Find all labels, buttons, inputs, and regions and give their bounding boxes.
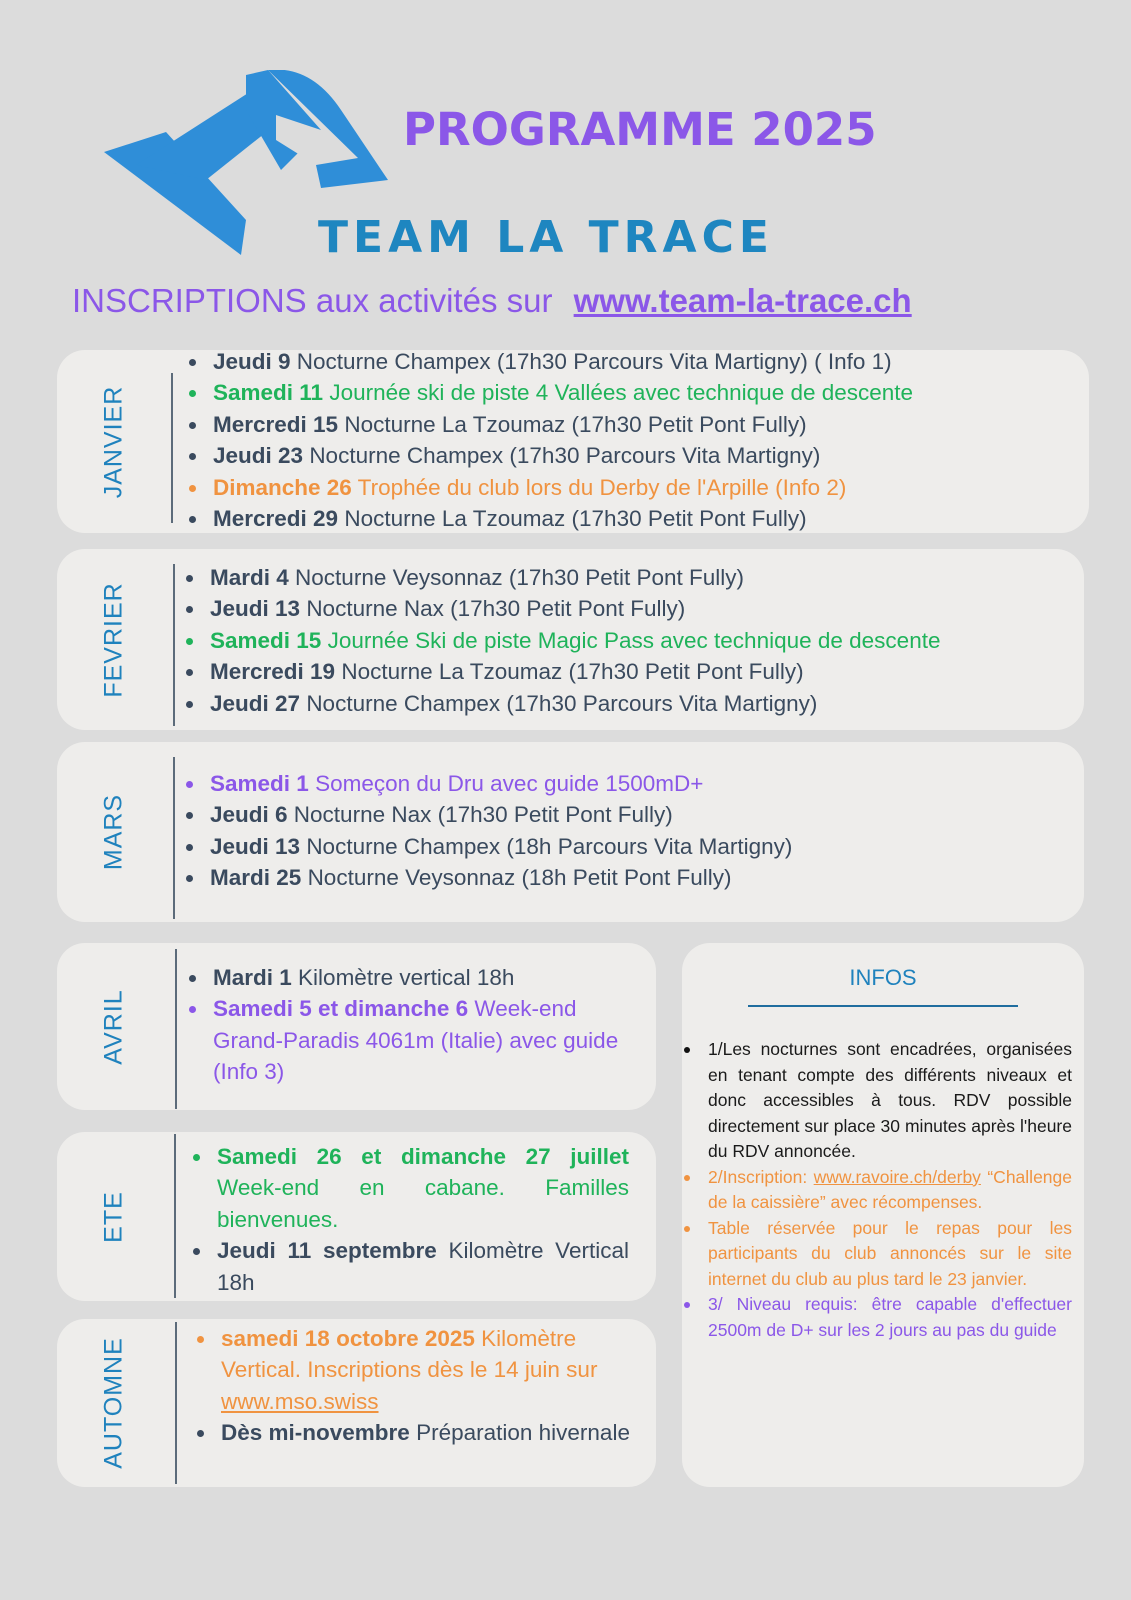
month-card-avril [57, 943, 656, 1110]
event-item: Jeudi 11 septembre Kilomètre Vertical 18h [191, 1235, 629, 1298]
month-card-janvier [57, 350, 1089, 533]
event-item: Jeudi 13 Nocturne Champex (18h Parcours Vita Martigny) [184, 831, 792, 862]
event-item: Jeudi 27 Nocturne Champex (17h30 Parcours Vita Martigny) [184, 688, 940, 719]
event-list [191, 1141, 629, 1298]
divider [175, 949, 177, 1109]
team-name: TEAM LA TRACE [318, 212, 774, 263]
event-item: Jeudi 13 Nocturne Nax (17h30 Petit Pont Fully) [184, 593, 940, 624]
month-card-automne [57, 1319, 656, 1487]
event-item: Jeudi 6 Nocturne Nax (17h30 Petit Pont Fully) [184, 799, 792, 830]
inscriptions-line [72, 282, 912, 320]
event-list [184, 562, 940, 719]
divider [171, 373, 173, 523]
event-item: samedi 18 octobre 2025 Kilomètre Vertical. Inscriptions dès le 14 juin sur www.mso.swiss [195, 1323, 635, 1417]
month-card-mars [57, 742, 1084, 922]
divider [175, 1322, 177, 1484]
month-card-ete [57, 1132, 656, 1301]
divider [173, 564, 175, 726]
month-card-fevrier [57, 549, 1084, 730]
infos-list [684, 1037, 1072, 1343]
month-label: MARS [99, 793, 128, 871]
month-label-wrap [57, 549, 171, 730]
info-item: 1/Les nocturnes sont encadrées, organisées en tenant compte des différents niveaux et donc accessibles à tous. RDV possible directement sur place 30 minutes après l'heure du RDV annoncée. [684, 1037, 1072, 1165]
page-title: PROGRAMME 2025 [403, 103, 877, 156]
event-item: Mardi 25 Nocturne Veysonnaz (18h Petit Pont Fully) [184, 862, 792, 893]
event-item: Dimanche 26 Trophée du club lors du Derby de l'Arpille (Info 2) [187, 472, 913, 503]
event-list [187, 346, 913, 534]
month-label-wrap [57, 1132, 171, 1301]
event-list [187, 962, 637, 1088]
divider [173, 757, 175, 919]
event-item: Jeudi 23 Nocturne Champex (17h30 Parcours Vita Martigny) [187, 440, 913, 471]
event-item: Mardi 4 Nocturne Veysonnaz (17h30 Petit Pont Fully) [184, 562, 940, 593]
month-label-wrap [57, 742, 171, 922]
inscriptions-text: INSCRIPTIONS aux activités sur [72, 282, 553, 319]
event-item: Dès mi-novembre Préparation hivernale [195, 1417, 635, 1448]
month-label: AUTOMNE [99, 1337, 128, 1469]
event-item: Samedi 1 Someçon du Dru avec guide 1500mD+ [184, 768, 792, 799]
month-label-wrap [57, 943, 171, 1110]
event-list [195, 1323, 635, 1449]
month-label: ETE [99, 1190, 128, 1243]
infos-title: INFOS [849, 965, 917, 990]
mso-link[interactable]: www.mso.swiss [221, 1388, 379, 1414]
infos-divider [748, 1005, 1018, 1007]
event-item: Samedi 26 et dimanche 27 juillet Week-end en cabane. Familles bienvenues. [191, 1141, 629, 1235]
month-label-wrap [57, 350, 171, 533]
ravoire-link[interactable]: www.ravoire.ch/derby [813, 1166, 981, 1187]
event-item: Mardi 1 Kilomètre vertical 18h [187, 962, 637, 993]
month-label-wrap [57, 1319, 171, 1487]
event-item: Samedi 5 et dimanche 6 Week-end Grand-Paradis 4061m (Italie) avec guide (Info 3) [187, 993, 637, 1087]
event-item: Mercredi 29 Nocturne La Tzoumaz (17h30 Petit Pont Fully) [187, 503, 913, 534]
event-item: Samedi 15 Journée Ski de piste Magic Pass avec technique de descente [184, 625, 940, 656]
event-list [184, 768, 792, 894]
event-item: Samedi 11 Journée ski de piste 4 Vallées avec technique de descente [187, 377, 913, 408]
event-item: Mercredi 19 Nocturne La Tzoumaz (17h30 Petit Pont Fully) [184, 656, 940, 687]
infos-card [682, 943, 1084, 1487]
info-item: Table réservée pour le repas pour les participants du club annoncés sur le site internet du club au plus tard le 23 janvier. [684, 1216, 1072, 1293]
month-label: FEVRIER [99, 581, 128, 698]
info-item: 3/ Niveau requis: être capable d'effectuer 2500m de D+ sur les 2 jours au pas du guide [684, 1292, 1072, 1343]
event-item: Mercredi 15 Nocturne La Tzoumaz (17h30 Petit Pont Fully) [187, 409, 913, 440]
info-item: 2/Inscription: www.ravoire.ch/derby “Challenge de la caissière” avec récompenses. [684, 1165, 1072, 1216]
event-item: Jeudi 9 Nocturne Champex (17h30 Parcours Vita Martigny) ( Info 1) [187, 346, 913, 377]
month-label: AVRIL [99, 988, 128, 1065]
website-link[interactable]: www.team-la-trace.ch [573, 282, 912, 319]
month-label: JANVIER [99, 385, 128, 498]
divider [174, 1134, 176, 1298]
